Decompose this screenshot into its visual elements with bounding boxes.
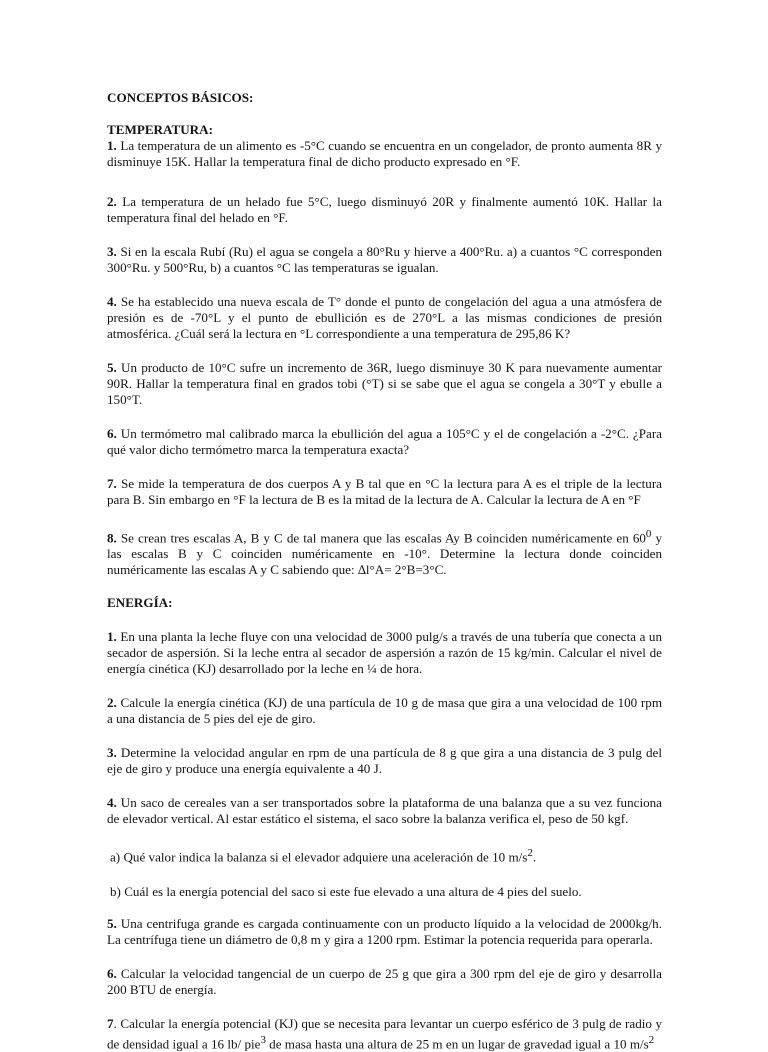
problem-temp-6 — [107, 426, 662, 458]
sub-label: b) — [110, 883, 121, 899]
problem-temp-4 — [107, 294, 662, 342]
problem-temp-2 — [107, 194, 662, 226]
problem-number: 6. — [107, 426, 117, 441]
problem-text: Un saco de cereales van a ser transportados sobre la plataforma de una balanza que a su vez funciona de elevador vertical. Al estar estático el sistema, el saco sobre la balanza verifica el, peso de 50 kgf. — [107, 795, 662, 827]
problem-energy-5 — [107, 916, 662, 948]
problem-text: Determine la velocidad angular en rpm de una partícula de 8 g que gira a una distancia de 3 pulg del eje de giro y produce una energía equivalente a 40 J. — [107, 745, 662, 777]
problem-number: 1. — [107, 138, 117, 153]
problem-number: 2. — [107, 194, 117, 209]
problem-energy-6 — [107, 966, 662, 998]
problem-text: Calcule la energía cinética (KJ) de una partícula de 10 g de masa que gira a una velocidad de 100 rpm a una distancia de 5 pies del eje de giro. — [107, 695, 662, 727]
problem-number: 5. — [107, 915, 117, 931]
sub-label: a) — [110, 849, 121, 865]
problem-number: 8. — [107, 530, 117, 546]
document-title: CONCEPTOS BÁSICOS: — [107, 90, 254, 105]
document-page — [107, 90, 662, 1052]
problem-text: Se ha establecido una nueva escala de T° donde el punto de congelación del agua a una atmósfera de presión es de -70°L y el punto de ebullición es de 270°L a las mismas condiciones de presión atmosférica. ¿Cuál será la lectura en °L correspondiente a una temperatura de 295,86 K? — [107, 294, 662, 341]
problem-energy-1 — [107, 629, 662, 677]
sub-text: Cuál es la energía potencial del saco si este fue elevado a una altura de 4 pies del suelo. — [120, 883, 582, 899]
problem-text: La temperatura de un helado fue 5°C, luego disminuyó 20R y finalmente aumentó 10K. Hallar la temperatura final del helado en °F. — [107, 194, 662, 225]
problem-temp-5 — [107, 360, 662, 408]
problem-text-cont: y las escalas B y C coinciden numéricamente en -10°. Determine la lectura donde coinciden numéricamente las escalas A y C sabiendo que: ∆l°A= 2°B=3°C. — [107, 530, 662, 578]
problem-number: 4. — [107, 294, 117, 309]
problem-energy-7 — [107, 1016, 662, 1052]
problem-number: 2. — [107, 695, 117, 711]
problem-temp-8 — [107, 526, 662, 578]
section-heading-temperatura: TEMPERATURA: — [107, 122, 213, 137]
problem-text: . Calcular la energía potencial (KJ) que se necesita para levantar un cuerpo esférico de 3 pulg de radio y de densidad igual a 16 lb/ pie — [107, 1015, 662, 1052]
sub-text: Qué valor indica la balanza si el elevador adquiere una aceleración de 10 m/s — [120, 849, 528, 865]
problem-text: Si en la escala Rubí (Ru) el agua se congela a 80°Ru y hierve a 400°Ru. a) a cuantos °C corresponden 300°Ru. y 500°Ru, b) a cuantos °C las temperaturas se igualan. — [107, 244, 662, 275]
sub-text-end: . — [532, 849, 537, 865]
problem-text: Un termómetro mal calibrado marca la ebullición del agua a 105°C y el de congelación a -2°C. ¿Para qué valor dicho termómetro marca la temperatura exacta? — [107, 426, 662, 457]
problem-number: 5. — [107, 360, 117, 375]
problem-energy-3 — [107, 745, 662, 777]
problem-text-cont: de masa hasta una altura de 25 m en un lugar de gravedad igual a 10 m/s — [265, 1036, 649, 1052]
problem-text: Se crean tres escalas A, B y C de tal manera que las escalas Ay B coinciden numéricamente en 60 — [116, 530, 646, 546]
section-heading-energia: ENERGÍA: — [107, 595, 173, 611]
sub-question-a — [107, 845, 662, 865]
problem-energy-2 — [107, 695, 662, 727]
superscript: 2 — [527, 847, 533, 860]
problem-text: Un producto de 10°C sufre un incremento de 36R, luego disminuye 30 K para nuevamente aumentar 90R. Hallar la temperatura final en grados tobi (°T) si se sabe que el agua se congela a 30°T y ebulle a 150°T. — [107, 360, 662, 407]
problem-temp-3 — [107, 244, 662, 276]
problem-number: 3. — [107, 745, 117, 761]
superscript: 2 — [648, 1033, 655, 1046]
problem-text: Calcular la velocidad tangencial de un cuerpo de 25 g que gira a 300 rpm del eje de giro y desarrolla 200 BTU de energía. — [107, 965, 662, 997]
problem-temp-7 — [107, 476, 662, 508]
problem-number: 3. — [107, 244, 117, 259]
problem-text: Se mide la temperatura de dos cuerpos A y B tal que en °C la lectura para A es el triple de la lectura para B. Sin embargo en °F la lectura de B es la mitad de la lectura de A. Calcular la lectura de A en °F — [107, 476, 662, 507]
problem-temp-1 — [107, 138, 662, 170]
problem-number: 7 — [107, 1015, 114, 1031]
superscript: 3 — [260, 1033, 266, 1046]
sub-question-b — [107, 884, 662, 900]
problem-number: 1. — [107, 629, 117, 645]
problem-text: La temperatura de un alimento es -5°C cuando se encuentra en un congelador, de pronto aumenta 8R y disminuye 15K. Hallar la temperatura final de dicho producto expresado en °F. — [107, 138, 662, 169]
problem-energy-4 — [107, 795, 662, 827]
problem-text: En una planta la leche fluye con una velocidad de 3000 pulg/s a través de una tubería que conecta a un secador de aspersión. Si la leche entra al secador de aspersión a razón de 15 kg/min. Calcular el nivel de energía cinética (KJ) desarrollado por la leche en ¼ de hora. — [107, 629, 662, 677]
problem-number: 6. — [107, 965, 117, 981]
problem-text: Una centrifuga grande es cargada continuamente con un producto líquido a la velocidad de 2000kg/h. La centrífuga tiene un diámetro de 0,8 m y gira a 1200 rpm. Estimar la potencia requerida para operarla. — [107, 915, 662, 947]
problem-number: 4. — [107, 795, 117, 811]
problem-number: 7. — [107, 476, 117, 491]
superscript: 0 — [645, 528, 652, 540]
